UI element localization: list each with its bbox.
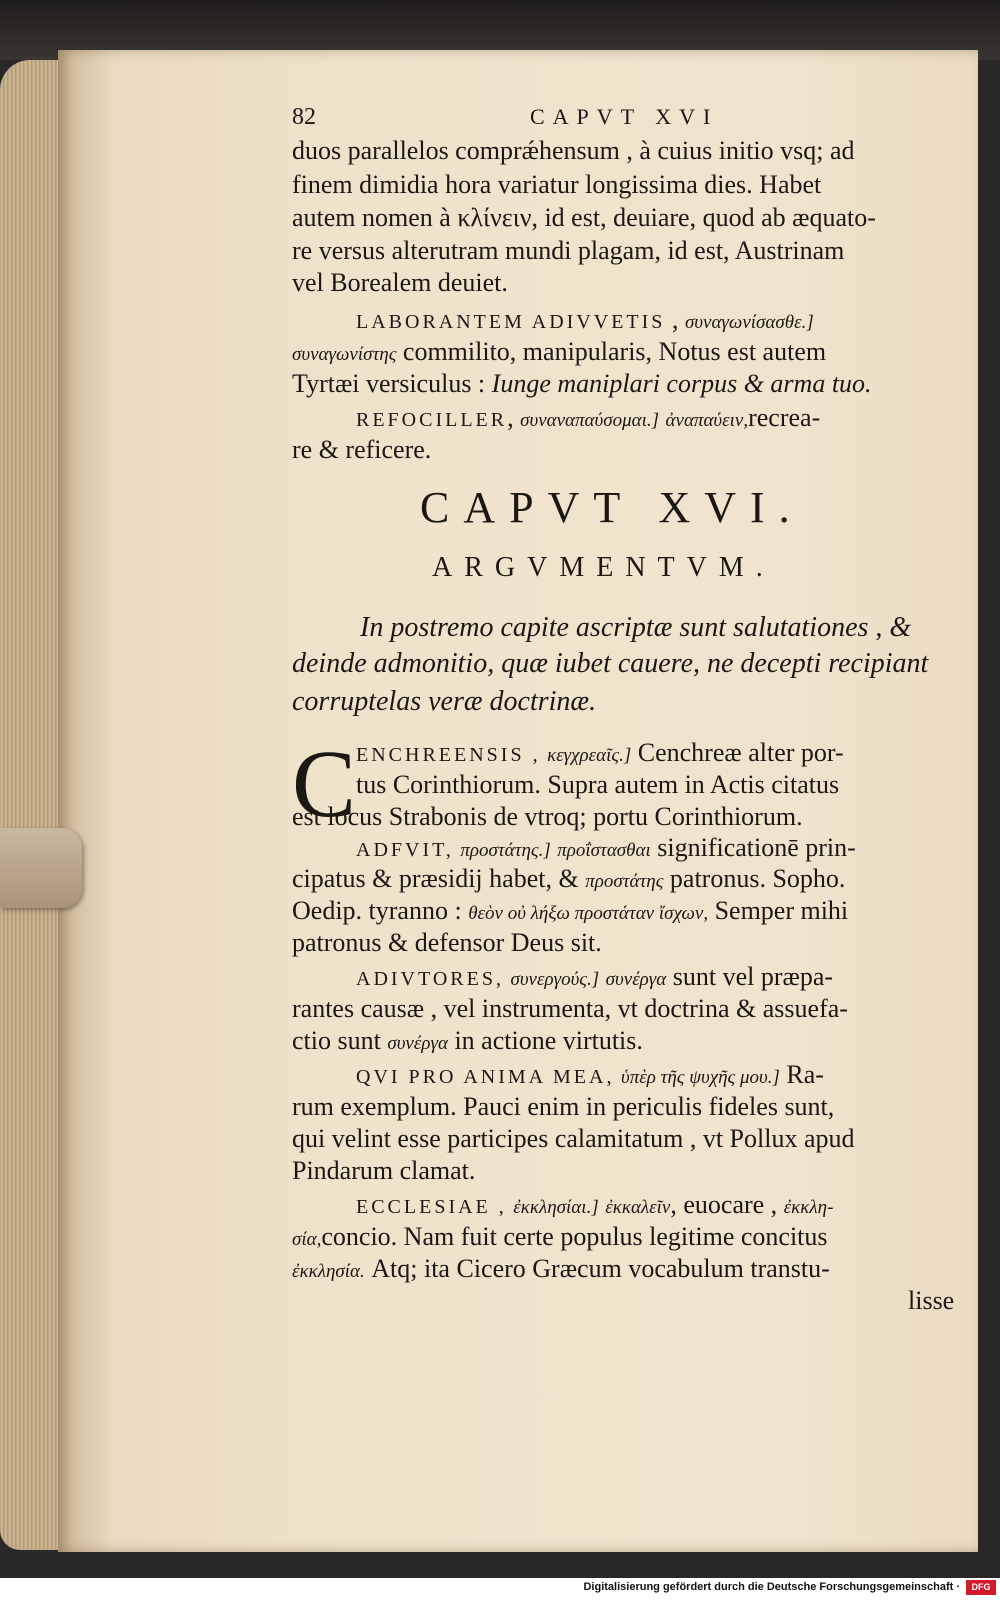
text-span: in actione virtutis. [454,1026,643,1055]
text-line: Pindarum clamat. [292,1156,476,1185]
text-span: patronus. Sopho. [669,864,846,893]
argument-title: ARGVMENTVM. [432,552,775,583]
greek-term: ἐκκλη- [783,1197,834,1218]
text-line [292,337,826,367]
text-line: duos parallelos comprǽhensum , à cuius initio vsq; ad [292,136,855,165]
text-line [292,1222,828,1252]
text-line: qui velint esse participes calamitatum , vt Pollux apud [292,1124,855,1153]
text-span: sunt vel præpa- [672,962,834,991]
text-line: finem dimidia hora variatur longissima dies. Habet [292,170,822,199]
text-span: recrea- [748,403,821,432]
text-span: , euocare , [670,1190,778,1219]
greek-term: ἐκκαλεῖν [605,1197,671,1218]
text-span: ctio sunt [292,1026,381,1055]
lemma: ADFVIT, [356,839,454,861]
argument-line: corruptelas veræ doctrinæ. [292,686,597,717]
greek-term: συναναπαύσομαι.] [520,410,660,431]
greek-term: προστάτης [585,871,664,892]
text-line: patronus & defensor Deus sit. [292,928,602,957]
dfg-logo: DFG [966,1580,996,1595]
entry-ecclesiae [356,1190,833,1220]
text-span: concio. Nam fuit certe populus legitime concitus [321,1222,828,1251]
text-line: re versus alterutram mundi plagam, id est, Austrinam [292,236,845,265]
text-line [292,1026,643,1056]
greek-term: προστάτης.] [460,840,551,861]
book-clasp [0,828,82,908]
text-span: significationē prin- [657,833,856,862]
entry-adfuit [356,833,856,863]
text-line [292,896,848,926]
catchword: lisse [908,1286,955,1315]
greek-term: προΐστασθαι [557,840,651,861]
greek-term: ἀναπαύειν, [665,410,749,431]
text-line: re & reficere. [292,435,432,464]
greek-term: ὑπὲρ τῆς ψυχῆς μου.] [620,1067,780,1088]
lemma: ADIVTORES, [356,968,504,990]
text-span: Tyrtæi versiculus : [292,369,486,398]
quote-italic: Iunge maniplari corpus & arma tuo. [491,369,872,398]
text-line: vel Borealem deuiet. [292,268,508,297]
book-page [58,50,978,1552]
running-title: CAPVT XVI [530,104,719,129]
entry-laborantem: LABORANTEM ADIVVETIS , συναγωνίσασθε.] [356,305,814,334]
greek-term: συνέργα [605,969,667,990]
entry-adiutores [356,962,833,992]
entry-qui-pro-anima [356,1060,824,1090]
drop-cap: C [292,730,357,837]
argument-line: deinde admonitio, quæ iubet cauere, ne decepti recipiant [292,648,929,679]
lemma: QVI PRO ANIMA MEA, [356,1066,615,1088]
greek-term: συνέργα [387,1033,448,1054]
text-line: tus Corinthiorum. Supra autem in Actis citatus [356,770,840,799]
text-span: Cenchreæ alter por- [637,738,844,767]
greek-term: κεγχρεαῖς.] [547,745,632,766]
text-line [292,864,845,894]
greek-term: συναγωνίστης [292,344,397,365]
chapter-title: CAPVT XVI. [420,483,804,532]
greek-term: συναγωνίσασθε.] [684,312,814,333]
text-line [292,1254,830,1284]
entry-cenchreensis [356,738,844,768]
text-line [292,369,872,399]
greek-term: ἐκκλησίαι.] [513,1197,599,1218]
text-line: autem nomen à κλίνειν, id est, deuiare, quod ab æquato- [292,203,876,232]
argument-line: In postremo capite ascriptæ sunt salutationes , & [360,612,912,643]
text-line: rum exemplum. Pauci enim in periculis fideles sunt, [292,1092,835,1121]
text-span: Ra- [786,1060,824,1089]
greek-term: θεὸν οὐ λήξω προστάταν ἴσχων, [468,903,709,924]
text-line: est locus Strabonis de vtroq; portu Corinthiorum. [292,802,803,831]
text-span: Semper mihi [714,896,849,925]
lemma: ECCLESIAE , [356,1196,507,1218]
greek-term: ἐκκλησία. [292,1261,365,1282]
text-span: commilito, manipularis, Notus est autem [402,337,827,366]
lemma: LABORANTEM ADIVVETIS [356,311,666,333]
footer-credit: Digitalisierung gefördert durch die Deutsche Forschungsgemeinschaft · [583,1581,960,1593]
text-span: Oedip. tyranno : [292,896,462,925]
text-span: Atq; ita Cicero Græcum vocabulum transtu- [371,1254,830,1283]
lemma: REFOCILLER [356,409,508,431]
lemma: ENCHREENSIS , [356,744,541,766]
text-line: rantes causæ , vel instrumenta, vt doctrina & assuefa- [292,994,848,1023]
text-span: cipatus & præsidij habet, & [292,864,579,893]
page-number: 82 [292,104,316,130]
greek-term: σία, [292,1229,322,1250]
footer-bar [0,1578,1000,1600]
greek-term: συνεργούς.] [510,969,600,990]
entry-refociller: REFOCILLER, συναναπαύσομαι.] ἀναπαύειν,recrea- [356,403,821,432]
